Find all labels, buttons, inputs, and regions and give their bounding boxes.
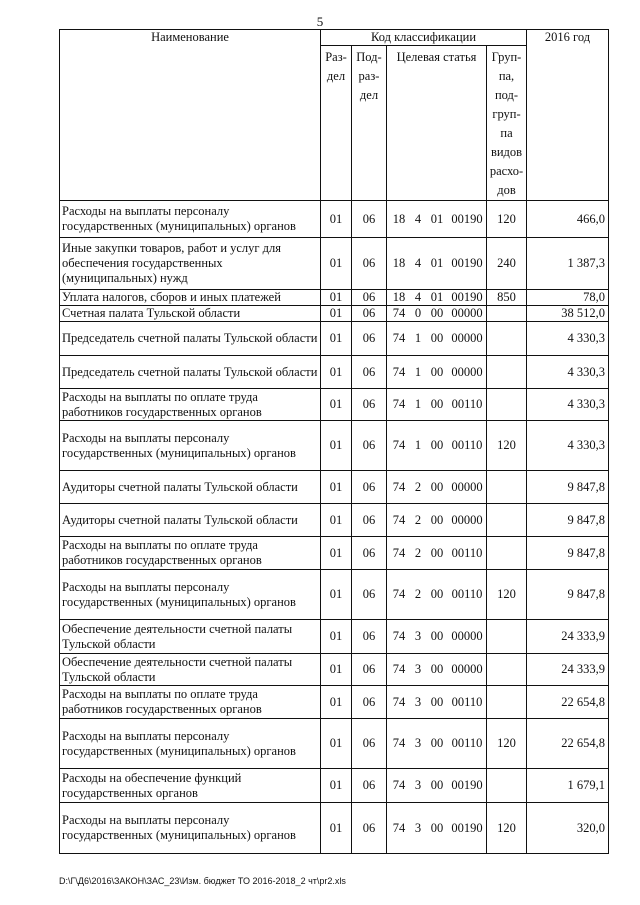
row-group [487,620,527,654]
table-row [60,504,609,537]
target-article-part: 00 [430,545,444,560]
row-amount: 9 847,8 [527,537,609,570]
target-article-part: 00000 [451,364,483,379]
row-target-article [387,389,487,421]
target-article-part: 4 [414,211,422,226]
row-name: Председатель счетной палаты Тульской области [60,356,321,389]
target-article-part: 74 [392,662,406,676]
row-razdel: 01 [321,201,352,238]
row-name: Расходы на выплаты персоналу государственных (муниципальных) органов [60,421,321,471]
table-row [60,620,609,654]
row-razdel: 01 [321,570,352,620]
table-row [60,306,609,322]
target-article-part: 74 [392,331,406,345]
row-name: Расходы на выплаты персоналу государственных (муниципальных) органов [60,201,321,238]
table-row [60,471,609,504]
target-article-part: 00 [430,662,444,676]
row-razdel: 01 [321,471,352,504]
table-row [60,356,609,389]
target-article-part: 74 [392,778,406,792]
row-group [487,471,527,504]
target-article-part: 00190 [451,256,483,270]
target-article-part: 00 [430,479,444,494]
target-article-part: 2 [414,545,422,560]
target-article-part: 00190 [451,778,483,792]
target-article-part: 18 [392,290,406,304]
target-article-part: 18 [392,211,406,226]
row-group: 850 [487,290,527,306]
header-target: Целевая статья [387,46,487,201]
row-podrazdel: 06 [352,769,387,803]
row-group [487,389,527,421]
row-amount: 4 330,3 [527,356,609,389]
row-target-article [387,504,487,537]
table-row [60,537,609,570]
table-row [60,570,609,620]
table-row [60,201,609,238]
table-row [60,769,609,803]
budget-table [59,29,609,854]
row-razdel: 01 [321,654,352,686]
target-article-part: 74 [392,545,406,560]
row-group [487,537,527,570]
row-name: Иные закупки товаров, работ и услуг для обеспечения государственных (муниципальных) нужд [60,238,321,290]
row-amount: 9 847,8 [527,504,609,537]
row-razdel: 01 [321,306,352,322]
target-article-part: 1 [414,438,422,452]
row-target-article [387,719,487,769]
row-target-article [387,421,487,471]
row-amount: 22 654,8 [527,686,609,719]
row-target-article [387,803,487,854]
page-number: 5 [316,14,324,29]
row-razdel: 01 [321,238,352,290]
row-podrazdel: 06 [352,322,387,356]
row-target-article [387,654,487,686]
row-podrazdel: 06 [352,290,387,306]
row-amount: 466,0 [527,201,609,238]
row-podrazdel: 06 [352,201,387,238]
row-group: 120 [487,421,527,471]
target-article-part: 3 [414,820,422,835]
target-article-part: 00000 [451,479,483,494]
target-article-part: 00190 [451,211,483,226]
target-article-part: 74 [392,397,406,411]
row-group: 120 [487,719,527,769]
target-article-part: 00110 [451,397,483,411]
row-name: Расходы на выплаты по оплате труда работников государственных органов [60,537,321,570]
target-article-part: 74 [392,438,406,452]
row-amount: 24 333,9 [527,620,609,654]
row-target-article [387,471,487,504]
row-name: Расходы на выплаты по оплате труда работников государственных органов [60,686,321,719]
target-article-part: 00 [430,397,444,411]
target-article-part: 00 [430,512,444,527]
row-name: Расходы на выплаты персоналу государственных (муниципальных) органов [60,719,321,769]
row-name: Расходы на выплаты по оплате труда работников государственных органов [60,389,321,421]
row-target-article [387,290,487,306]
target-article-part: 3 [414,629,422,643]
table-row [60,389,609,421]
target-article-part: 74 [392,736,406,750]
target-article-part: 00190 [451,820,483,835]
row-name: Обеспечение деятельности счетной палаты Тульской области [60,620,321,654]
row-podrazdel: 06 [352,238,387,290]
row-podrazdel: 06 [352,570,387,620]
row-razdel: 01 [321,389,352,421]
row-amount: 4 330,3 [527,322,609,356]
row-podrazdel: 06 [352,654,387,686]
row-target-article [387,769,487,803]
target-article-part: 00110 [451,438,483,452]
target-article-part: 74 [392,820,406,835]
row-razdel: 01 [321,769,352,803]
target-article-part: 74 [392,306,406,320]
row-razdel: 01 [321,290,352,306]
row-name: Аудиторы счетной палаты Тульской области [60,504,321,537]
row-target-article [387,537,487,570]
row-razdel: 01 [321,620,352,654]
target-article-part: 0 [414,306,422,320]
row-group [487,654,527,686]
target-article-part: 74 [392,364,406,379]
target-article-part: 00 [430,364,444,379]
header-podrazdel: Под- раз- дел [352,46,387,201]
row-name: Расходы на обеспечение функций государственных органов [60,769,321,803]
row-name: Аудиторы счетной палаты Тульской области [60,471,321,504]
row-podrazdel: 06 [352,389,387,421]
row-razdel: 01 [321,719,352,769]
target-article-part: 00 [430,820,444,835]
table-row [60,421,609,471]
row-name: Уплата налогов, сборов и иных платежей [60,290,321,306]
row-name: Счетная палата Тульской области [60,306,321,322]
row-podrazdel: 06 [352,537,387,570]
target-article-part: 18 [392,256,406,270]
row-podrazdel: 06 [352,471,387,504]
row-podrazdel: 06 [352,803,387,854]
row-podrazdel: 06 [352,620,387,654]
row-podrazdel: 06 [352,306,387,322]
target-article-part: 00 [430,306,444,320]
row-razdel: 01 [321,421,352,471]
table-row [60,803,609,854]
row-podrazdel: 06 [352,719,387,769]
target-article-part: 00110 [451,694,483,709]
table-row [60,290,609,306]
row-amount: 22 654,8 [527,719,609,769]
target-article-part: 3 [414,778,422,792]
row-podrazdel: 06 [352,356,387,389]
header-code: Код классификации [321,30,527,46]
table-row [60,654,609,686]
row-podrazdel: 06 [352,686,387,719]
row-name: Расходы на выплаты персоналу государственных (муниципальных) органов [60,803,321,854]
target-article-part: 00 [430,331,444,345]
header-name: Наименование [60,30,321,201]
target-article-part: 00 [430,629,444,643]
row-amount: 4 330,3 [527,421,609,471]
row-group [487,356,527,389]
row-razdel: 01 [321,537,352,570]
target-article-part: 2 [414,512,422,527]
row-group: 120 [487,201,527,238]
row-group [487,504,527,537]
row-amount: 9 847,8 [527,471,609,504]
table-row [60,322,609,356]
header-razdel: Раз- дел [321,46,352,201]
target-article-part: 00 [430,736,444,750]
target-article-part: 74 [392,479,406,494]
row-target-article [387,322,487,356]
row-name: Председатель счетной палаты Тульской области [60,322,321,356]
row-amount: 1 387,3 [527,238,609,290]
row-target-article [387,620,487,654]
row-amount: 9 847,8 [527,570,609,620]
row-group [487,686,527,719]
row-amount: 38 512,0 [527,306,609,322]
table-body [60,201,609,854]
row-group [487,306,527,322]
row-group: 120 [487,803,527,854]
target-article-part: 3 [414,662,422,676]
target-article-part: 00 [430,694,444,709]
target-article-part: 01 [430,290,444,304]
target-article-part: 00 [430,438,444,452]
target-article-part: 00110 [451,545,483,560]
row-amount: 24 333,9 [527,654,609,686]
header-group: Груп- па, под- груп- па видов расхо- дов [487,46,527,201]
target-article-part: 00110 [451,587,483,601]
row-target-article [387,570,487,620]
row-razdel: 01 [321,803,352,854]
row-group: 120 [487,570,527,620]
row-group: 240 [487,238,527,290]
row-amount: 4 330,3 [527,389,609,421]
row-razdel: 01 [321,356,352,389]
target-article-part: 1 [414,364,422,379]
target-article-part: 4 [414,290,422,304]
target-article-part: 00 [430,778,444,792]
target-article-part: 00000 [451,512,483,527]
row-podrazdel: 06 [352,421,387,471]
target-article-part: 74 [392,629,406,643]
row-razdel: 01 [321,686,352,719]
row-amount: 78,0 [527,290,609,306]
row-target-article [387,201,487,238]
target-article-part: 00 [430,587,444,601]
row-amount: 1 679,1 [527,769,609,803]
row-amount: 320,0 [527,803,609,854]
target-article-part: 00110 [451,736,483,750]
row-name: Обеспечение деятельности счетной палаты Тульской области [60,654,321,686]
table-row [60,686,609,719]
row-name: Расходы на выплаты персоналу государственных (муниципальных) органов [60,570,321,620]
target-article-part: 1 [414,331,422,345]
row-group [487,769,527,803]
file-path: D:\Г\Д6\2016\ЗАКОН\ЗАС_23\Изм. бюджет ТО 2016-2018_2 чт\pr2.xls [59,876,346,886]
target-article-part: 2 [414,587,422,601]
target-article-part: 00190 [451,290,483,304]
target-article-part: 3 [414,694,422,709]
target-article-part: 74 [392,512,406,527]
row-target-article [387,356,487,389]
table-row [60,719,609,769]
row-target-article [387,306,487,322]
target-article-part: 01 [430,256,444,270]
table-row [60,238,609,290]
row-razdel: 01 [321,322,352,356]
target-article-part: 4 [414,256,422,270]
target-article-part: 74 [392,694,406,709]
row-group [487,322,527,356]
target-article-part: 00000 [451,629,483,643]
target-article-part: 00000 [451,331,483,345]
row-razdel: 01 [321,504,352,537]
target-article-part: 00000 [451,662,483,676]
row-target-article [387,686,487,719]
target-article-part: 00000 [451,306,483,320]
row-podrazdel: 06 [352,504,387,537]
target-article-part: 2 [414,479,422,494]
target-article-part: 74 [392,587,406,601]
target-article-part: 3 [414,736,422,750]
target-article-part: 1 [414,397,422,411]
target-article-part: 01 [430,211,444,226]
header-year: 2016 год [527,30,609,201]
row-target-article [387,238,487,290]
